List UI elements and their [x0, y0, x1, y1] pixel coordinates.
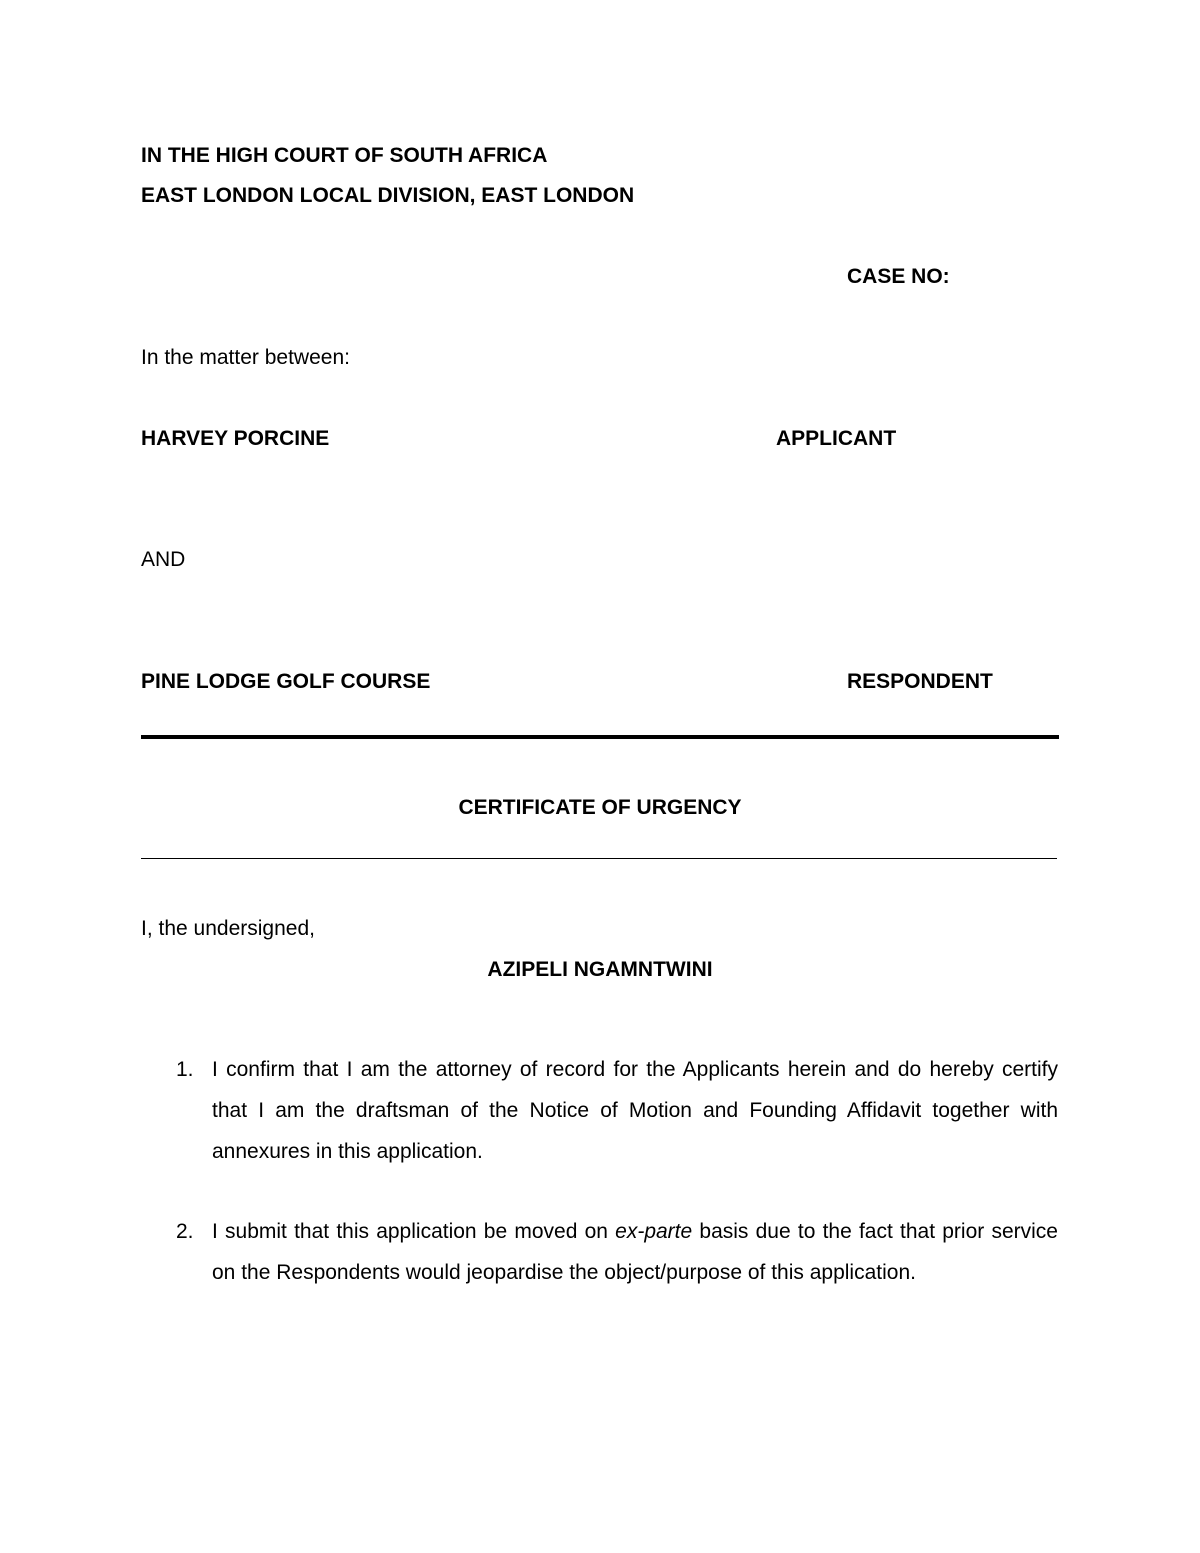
applicant-role: APPLICANT: [776, 427, 897, 450]
paragraph-1: I confirm that I am the attorney of record for the Applicants herein and do hereby certify that I am the draftsman of the Notice of Motion and Founding Affidavit together with annexures in this application.: [212, 1058, 1058, 1163]
heading-divider-thin: [141, 858, 1057, 859]
court-name: IN THE HIGH COURT OF SOUTH AFRICA: [141, 144, 548, 167]
court-division: EAST LONDON LOCAL DIVISION, EAST LONDON: [141, 184, 635, 207]
respondent-name: PINE LODGE GOLF COURSE: [141, 670, 431, 693]
heading-divider-thick: [141, 735, 1059, 739]
matter-intro: In the matter between:: [141, 346, 350, 369]
signatory-name: AZIPELI NGAMNTWINI: [487, 958, 713, 981]
conjunction-and: AND: [141, 548, 186, 571]
paragraph-2-italic-term: ex-parte: [615, 1220, 693, 1243]
document-title: CERTIFICATE OF URGENCY: [458, 796, 742, 819]
paragraph-number: 1.: [176, 1058, 194, 1081]
paragraph-2-text-before: I submit that this application be moved on: [212, 1220, 616, 1243]
paragraph-2: [212, 1211, 1058, 1293]
undersigned-intro: I, the undersigned,: [141, 917, 315, 940]
case-number-label: CASE NO:: [847, 265, 950, 288]
respondent-role: RESPONDENT: [847, 670, 993, 693]
paragraph-number: 2.: [176, 1220, 194, 1243]
paragraph-2-text-after: basis due to the fact that prior service on the Respondents would jeopardise the object/purpose of this application.: [212, 1220, 1058, 1284]
applicant-name: HARVEY PORCINE: [141, 427, 330, 450]
